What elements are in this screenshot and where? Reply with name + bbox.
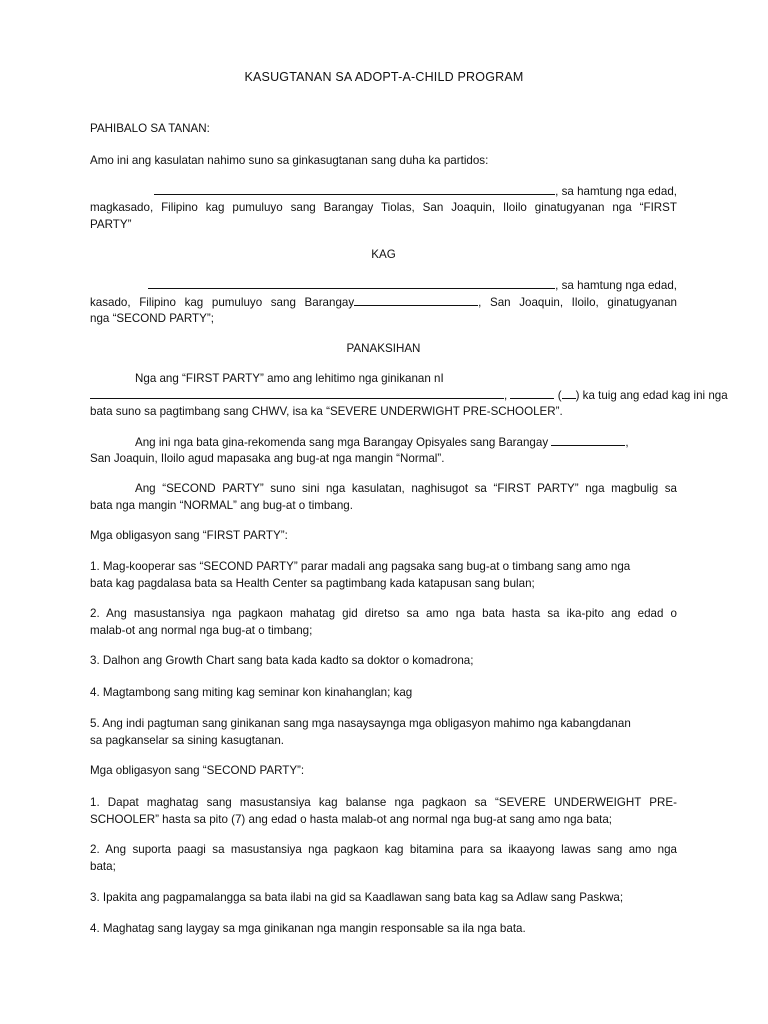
first-party-name-blank[interactable] (154, 182, 555, 195)
para3-line-2: bata nga mangin “NORMAL” ang bug-at o timbang. (90, 499, 353, 512)
second-party-name-blank[interactable] (148, 276, 555, 289)
first-obligations-heading: Mga obligasyon sang “FIRST PARTY”: (90, 529, 288, 542)
first-party-line-3: PARTY” (90, 218, 132, 231)
document-title: KASUGTANAN SA ADOPT-A-CHILD PROGRAM (244, 70, 524, 84)
second-party-line-3: nga “SECOND PARTY”; (90, 312, 214, 325)
first-obligation-4: 4. Magtambong sang miting kag seminar kon kinahanglan; kag (90, 686, 413, 699)
intro-paragraph: Amo ini ang kasulatan nahimo suno sa ginkasugtanan sang duha ka partidos: (90, 154, 489, 167)
age-blank[interactable] (510, 386, 554, 399)
para1-line-2: , ( ) ka tuig ang edad kag ini nga (90, 386, 677, 404)
second-party-line-2: kasado, Filipino kag pumuluyo sang Barangay , San Joaquin, Iloilo, ginatugyanan (90, 293, 677, 311)
recommend-barangay-blank[interactable] (551, 433, 625, 446)
para3-line-1: Ang “SECOND PARTY” suno sini nga kasulatan, naghisugot sa “FIRST PARTY” nga magbulig sa (135, 482, 677, 495)
second-obligation-2-line-2: bata; (90, 860, 116, 873)
para1-line-3: bata suno sa pagtimbang sang CHWV, isa ka “SEVERE UNDERWIGHT PRE-SCHOOLER”. (90, 405, 563, 418)
para2-line-2: San Joaquin, Iloilo agud mapasaka ang bug-at nga mangin “Normal”. (90, 452, 445, 465)
age-number-blank[interactable] (562, 386, 576, 399)
second-obligation-2-line-1: 2. Ang suporta paagi sa masustansiya nga pagkaon kag bitamina para sa ikaayong lawas sang amo nga (90, 843, 677, 856)
first-obligation-1-line-1: 1. Mag-kooperar sas “SECOND PARTY” parar madali ang pagsaka sang bug-at o timbang sang amo nga (90, 560, 631, 573)
child-name-blank[interactable] (90, 386, 504, 399)
first-party-line-1: , sa hamtung nga edad, (90, 182, 677, 200)
second-obligations-heading: Mga obligasyon sang “SECOND PARTY”: (90, 764, 305, 777)
second-obligation-3: 3. Ipakita ang pagpamalangga sa bata ilabi na gid sa Kaadlawan sang bata kag sa Adlaw sang Paskwa; (90, 891, 624, 904)
first-obligation-2-line-2: malab-ot ang normal nga bug-at o timbang; (90, 624, 313, 637)
second-obligation-1-line-1: 1. Dapat maghatag sang masustansiya kag balanse nga pagkaon sa “SEVERE UNDERWEIGHT PRE- (90, 796, 677, 809)
second-obligation-4: 4. Maghatag sang laygay sa mga ginikanan nga mangin responsable sa ila nga bata. (90, 922, 526, 935)
first-obligation-2-line-1: 2. Ang masustansiya nga pagkaon mahatag gid diretso sa amo nga bata hasta sa ika-pito ang edad o (90, 607, 677, 620)
para2-line-1: Ang ini nga bata gina-rekomenda sang mga Barangay Opisyales sang Barangay , (90, 433, 677, 451)
first-obligation-5-line-1: 5. Ang indi pagtuman sang ginikanan sang mga nasaysaynga mga obligasyon mahimo nga kabangdanan (90, 717, 631, 730)
first-obligation-5-line-2: sa pagkanselar sa sining kasugtanan. (90, 734, 285, 747)
second-party-line-1: , sa hamtung nga edad, (90, 276, 677, 294)
kag-heading: KAG (371, 248, 396, 261)
second-obligation-1-line-2: SCHOOLER” hasta sa pito (7) ang edad o hasta malab-ot ang normal nga bug-at sang amo nga bata; (90, 813, 613, 826)
first-party-line-2: magkasado, Filipino kag pumuluyo sang Barangay Tiolas, San Joaquin, Iloilo ginatugyanan nga “FIRST (90, 201, 677, 214)
para1-line-1: Nga ang “FIRST PARTY” amo ang lehitimo nga ginikanan nI (135, 372, 444, 385)
panaksihan-heading: PANAKSIHAN (346, 342, 421, 355)
first-obligation-3: 3. Dalhon ang Growth Chart sang bata kada kadto sa doktor o komadrona; (90, 654, 474, 667)
notice-heading: PAHIBALO SA TANAN: (90, 122, 210, 135)
second-party-barangay-blank[interactable] (354, 293, 478, 306)
first-obligation-1-line-2: bata kag pagdalasa bata sa Health Center sa pagtimbang kada katapusan sang bulan; (90, 577, 535, 590)
